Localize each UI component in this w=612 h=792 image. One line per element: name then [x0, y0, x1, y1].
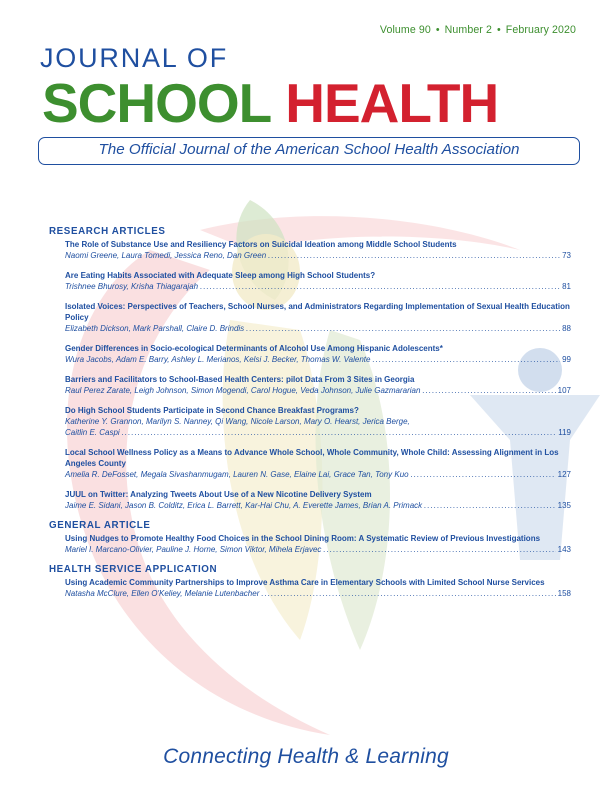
article-page: 119: [558, 428, 571, 437]
dot-leader: [372, 354, 560, 365]
article-authors-line: [65, 323, 571, 334]
article-title: Do High School Students Participate in Second Chance Breakfast Programs?: [65, 406, 359, 415]
article-page: 107: [557, 386, 571, 395]
article-entry[interactable]: [65, 577, 571, 599]
article-authors: Natasha McClure, Ellen O'Keliey, Melanie Lutenbacher: [65, 589, 260, 598]
issue-info: [380, 24, 576, 36]
volume-label: Volume 90: [379, 24, 431, 36]
dot-leader: [261, 588, 555, 599]
dot-leader: [424, 500, 555, 511]
article-authors: Mariel I. Marcano-Olivier, Pauline J. Horne, Simon Viktor, Mihela Erjavec: [65, 545, 322, 554]
article-title: The Role of Substance Use and Resiliency Factors on Suicidal Ideation among Middle School Students: [65, 240, 457, 249]
article-authors: Trishnee Bhurosy, Krisha Thiagarajah: [65, 282, 199, 291]
article-entry[interactable]: [65, 270, 571, 292]
article-authors: Caitlin E. Caspi: [65, 428, 120, 437]
article-page: 158: [557, 589, 571, 598]
masthead-health: HEALTH: [285, 72, 499, 134]
table-of-contents: [49, 226, 571, 608]
article-authors-line1: Katherine Y. Grannon, Marilyn S. Nanney, Qi Wang, Nicole Larson, Mary O. Hearst, Jerica Berge,: [65, 417, 410, 426]
article-entry[interactable]: [65, 374, 571, 396]
article-title: Isolated Voices: Perspectives of Teachers, School Nurses, and Administrators Regarding Implementation of Sexual Health Education Policy: [65, 302, 570, 322]
dot-leader: [246, 323, 560, 334]
subtitle-frame: [38, 137, 580, 165]
date-label: February 2020: [505, 24, 576, 36]
article-entry[interactable]: [65, 301, 571, 334]
article-page: 73: [562, 251, 571, 260]
section-heading-research: RESEARCH ARTICLES: [49, 226, 166, 237]
dot-leader: [200, 281, 560, 292]
article-page: 99: [562, 355, 571, 364]
article-title: Using Academic Community Partnerships to Improve Asthma Care in Elementary Schools with Limited School Nurse Services: [65, 578, 545, 587]
article-title: Gender Differences in Socio-ecological Determinants of Alcohol Use Among Hispanic Adolescents*: [65, 344, 443, 353]
article-page: 81: [562, 282, 571, 291]
dot-leader: [422, 385, 555, 396]
section-heading-health-service: HEALTH SERVICE APPLICATION: [49, 564, 218, 575]
article-authors-line: [65, 544, 571, 555]
article-entry[interactable]: [65, 343, 571, 365]
article-page: 135: [557, 501, 571, 510]
article-page: 127: [557, 470, 571, 479]
article-authors: Raul Perez Zarate, Leigh Johnson, Simon Mogendi, Carol Hogue, Veda Johnson, Julie Gazmararian: [65, 386, 421, 395]
cover-tagline: Connecting Health & Learning: [163, 745, 449, 768]
dot-leader: [122, 427, 557, 438]
masthead-school: SCHOOL: [42, 72, 272, 134]
separator-dot: •: [435, 24, 440, 36]
dot-leader: [268, 250, 560, 261]
article-entry[interactable]: [65, 489, 571, 511]
article-authors: Elizabeth Dickson, Mark Parshall, Claire D. Brindis: [65, 324, 245, 333]
section-heading-general: GENERAL ARTICLE: [49, 520, 151, 531]
article-title: Barriers and Facilitators to School-Based Health Centers: pilot Data From 3 Sites in Georgia: [65, 375, 415, 384]
article-authors: Amelia R. DeFosset, Megala Sivashanmugam, Lauren N. Gase, Elaine Lai, Grace Tan, Tony Kuo: [65, 470, 409, 479]
article-title: JUUL on Twitter: Analyzing Tweets About Use of a New Nicotine Delivery System: [65, 490, 372, 499]
article-authors-line: [65, 281, 571, 292]
article-authors-line: [65, 588, 571, 599]
journal-of-label: JOURNAL OF: [40, 43, 229, 73]
article-title: Local School Wellness Policy as a Means to Advance Whole School, Whole Community, Whole Child: Assessing Alignment in Los Angeles County: [65, 448, 559, 468]
journal-subtitle: The Official Journal of the American School Health Association: [98, 141, 520, 158]
article-entry[interactable]: [65, 447, 571, 480]
dot-leader: [411, 469, 556, 480]
article-title: Using Nudges to Promote Healthy Food Choices in the School Dining Room: A Systematic Review of Previous Investigations: [65, 534, 541, 543]
article-page: 143: [557, 545, 571, 554]
dot-leader: [323, 544, 555, 555]
article-entry[interactable]: [65, 239, 571, 261]
journal-masthead: [42, 73, 498, 133]
article-authors-line: [65, 427, 571, 438]
number-label: Number 2: [444, 24, 492, 36]
article-authors: Jaime E. Sidani, Jason B. Colditz, Erica L. Barrett, Kar-Hai Chu, A. Everette James, Brian A. Primack: [65, 501, 423, 510]
article-entry[interactable]: [65, 533, 571, 555]
article-authors-line: [65, 250, 571, 261]
article-authors: Naomi Greene, Laura Tomedi, Jessica Reno, Dan Green: [65, 251, 267, 260]
separator-dot: •: [496, 24, 501, 36]
article-entry[interactable]: [65, 405, 571, 438]
article-authors-line: [65, 354, 571, 365]
article-authors-line: [65, 500, 571, 511]
article-authors: Wura Jacobs, Adam E. Barry, Ashley L. Merianos, Kelsi J. Becker, Thomas W. Valente: [65, 355, 371, 364]
article-title: Are Eating Habits Associated with Adequate Sleep among High School Students?: [65, 271, 376, 280]
article-page: 88: [562, 324, 571, 333]
article-authors-line: [65, 385, 571, 396]
article-authors-line: [65, 469, 571, 480]
